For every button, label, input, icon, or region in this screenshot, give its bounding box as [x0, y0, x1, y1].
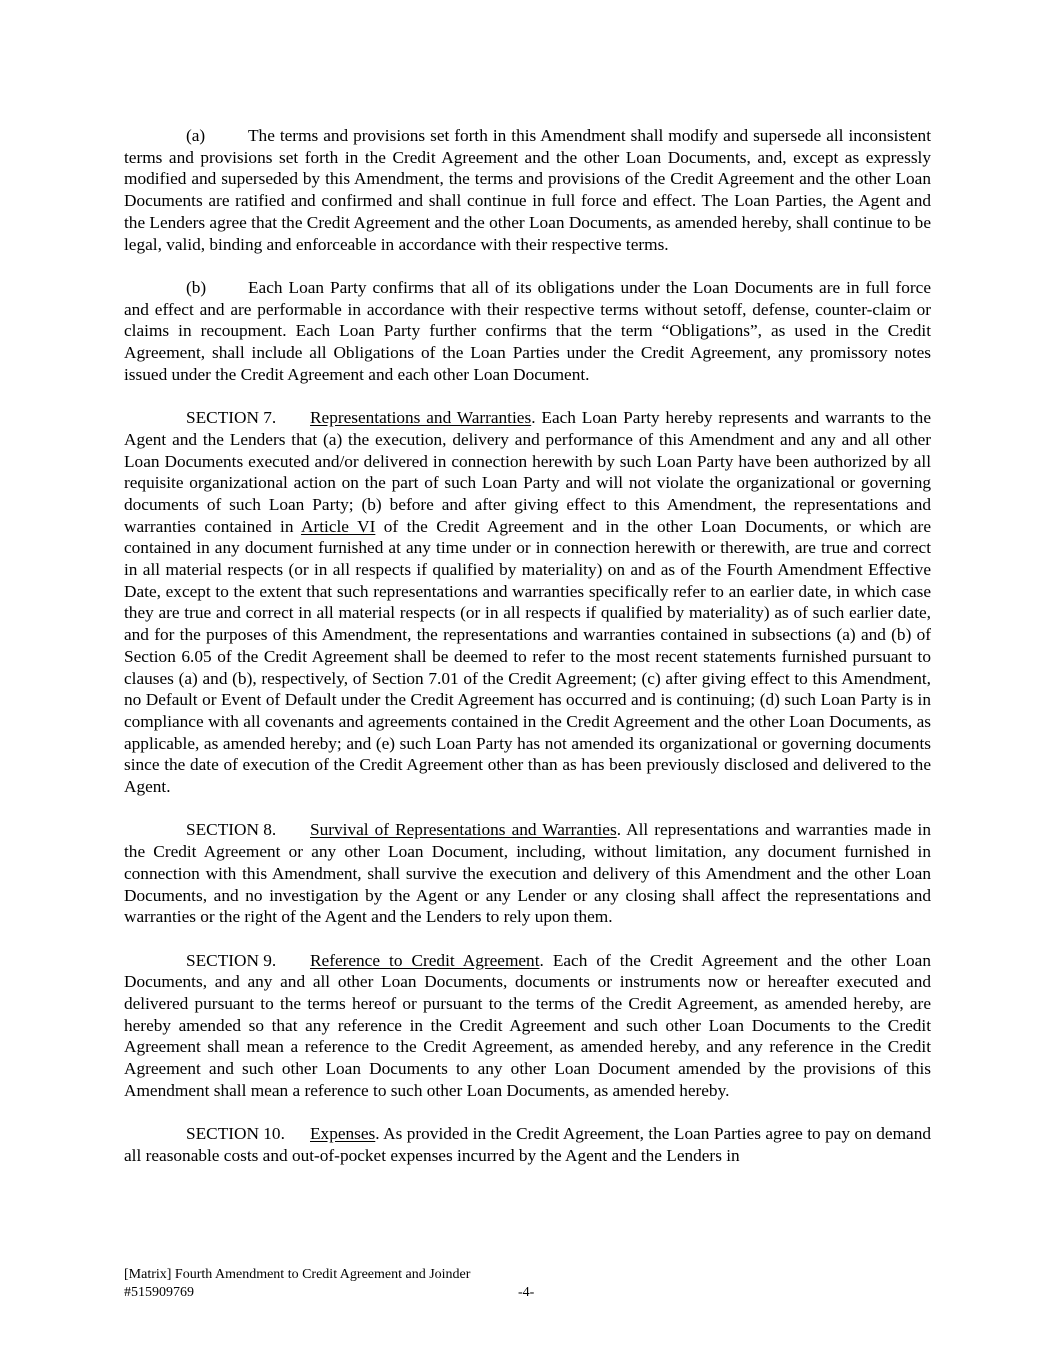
section-10	[124, 1123, 931, 1166]
section-8-text: . All representations and warranties made in the Credit Agreement or any other Loan Document, including, without limitation, any document furnished in connection with this Amendment, shall survive the execution and delivery of this Amendment and the other Loan Documents, and no investigation by the Agent or any Lender or any closing shall affect the representations and warranties or the right of the Agent and the Lenders to rely upon them.	[124, 820, 932, 927]
section-8-number: SECTION 8.	[186, 820, 277, 840]
paragraph-a	[124, 125, 931, 255]
page-number: -4-	[518, 1285, 535, 1300]
paragraph-b-marker: (b)	[186, 277, 207, 297]
section-9-text: . Each of the Credit Agreement and the other Loan Documents, and any and all other Loan Documents, documents or instruments now or hereafter executed and delivered pursuant to the terms hereof or pursuant to the terms of the Credit Agreement, as amended hereby, are hereby amended so that any reference in the Credit Agreement and such other Loan Documents to the Credit Agreement shall mean a reference to the Credit Agreement, as amended hereby, and any reference in the Credit Agreement and such other Loan Documents to any other Loan Document amended by the provisions of this Amendment shall mean a reference to such other Loan Documents, as amended hereby.	[124, 950, 931, 1100]
paragraph-a-marker: (a)	[186, 126, 206, 145]
section-10-heading: Expenses	[310, 1124, 376, 1144]
section-10-number: SECTION 10.	[186, 1124, 285, 1144]
section-7	[124, 407, 931, 798]
section-7-heading: Representations and Warranties	[310, 408, 532, 428]
paragraph-b	[124, 277, 931, 386]
section-10-text: . As provided in the Credit Agreement, the Loan Parties agree to pay on demand all reasonable costs and out-of-pocket expenses incurred by the Agent and the Lenders in	[124, 1124, 931, 1165]
section-8-heading: Survival of Representations and Warranties	[310, 820, 617, 840]
section-9-number: SECTION 9.	[186, 950, 277, 970]
document-body	[124, 125, 931, 1188]
section-7-text-before-ref: . Each Loan Party hereby represents and warrants to the Agent and the Lenders that (a) the execution, delivery and performance of this Amendment and any and all other Loan Documents executed and/or delivered in connection herewith by such Loan Party have been authorized by all requisite organizational action on the part of such Loan Party and will not violate the organizational or governing documents of such Loan Party; (b) before and after giving effect to this Amendment, the representations and warranties contained in	[124, 408, 931, 536]
section-7-number: SECTION 7.	[186, 408, 277, 428]
article-vi-reference: Article VI	[300, 516, 376, 536]
paragraph-b-text: Each Loan Party confirms that all of its obligations under the Loan Documents are in full force and effect and are performable in accordance with their respective terms without setoff, defense, counter-claim or claims in recoupment. Each Loan Party further confirms that the term “Obligations”, as used in the Credit Agreement, shall include all Obligations of the Loan Parties under the Credit Agreement, any promissory notes issued under the Credit Agreement and each other Loan Document.	[124, 277, 931, 384]
page-footer	[124, 1266, 931, 1302]
section-9-heading: Reference to Credit Agreement	[310, 950, 540, 970]
paragraph-a-text: The terms and provisions set forth in this Amendment shall modify and supersede all inconsistent terms and provisions set forth in the Credit Agreement and the other Loan Documents, and, except as expressly modified and superseded by this Amendment, the terms and provisions of the Credit Agreement and the other Loan Documents are ratified and confirmed and shall continue in full force and effect. The Loan Parties, the Agent and the Lenders agree that the Credit Agreement and the other Loan Documents, as amended hereby, shall continue to be legal, valid, binding and enforceable in accordance with their respective terms.	[124, 126, 931, 254]
footer-doc-id: #515909769	[124, 1285, 194, 1300]
footer-title: [Matrix] Fourth Amendment to Credit Agreement and Joinder	[124, 1267, 471, 1282]
section-7-text-after-ref: of the Credit Agreement and in the other Loan Documents, or which are contained in any document furnished at any time under or in connection herewith or therewith, are true and correct in all material respects (or in all respects if qualified by materiality) on and as of the Fourth Amendment Effective Date, except to the extent that such representations and warranties specifically refer to an earlier date, in which case they are true and correct in all material respects (or in all respects if qualified by materiality) as of such earlier date, and for the purposes of this Amendment, the representations and warranties contained in subsections (a) and (b) of Section 6.05 of the Credit Agreement shall be deemed to refer to the most recent statements furnished pursuant to clauses (a) and (b), respectively, of Section 7.01 of the Credit Agreement; (c) after giving effect to this Amendment, no Default or Event of Default under the Credit Agreement has occurred and is continuing; (d) such Loan Party is in compliance with all covenants and agreements contained in the Credit Agreement and the other Loan Documents, as applicable, as amended hereby; and (e) such Loan Party has not amended its organizational or governing documents since the date of execution of the Credit Agreement other than as has been previously disclosed and delivered to the Agent.	[124, 516, 931, 797]
footer-id-row	[124, 1284, 931, 1302]
section-8	[124, 819, 931, 928]
section-9	[124, 950, 931, 1102]
